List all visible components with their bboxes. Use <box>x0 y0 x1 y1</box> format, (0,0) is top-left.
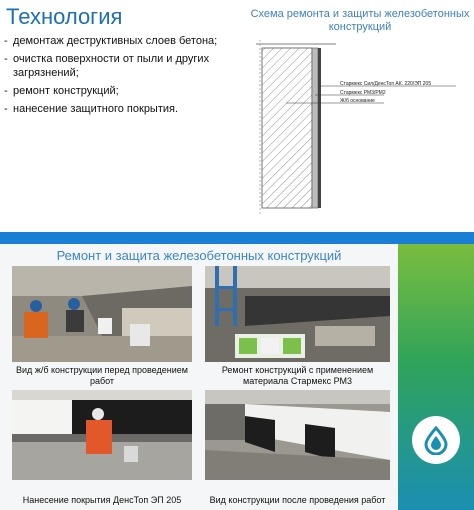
scheme-label: Стармекс РМ3/РМ2 <box>340 90 386 96</box>
brand-side-panel <box>398 244 474 510</box>
photo-caption: Вид конструкции после проведения работ <box>209 495 386 505</box>
top-slide-title: Технология <box>6 4 123 29</box>
repair-layer <box>312 48 318 208</box>
bottom-slide-title: Ремонт и защита железобетонных конструкций <box>56 248 342 263</box>
repair-scheme-diagram <box>256 40 468 226</box>
scheme-label: Ж/б основание <box>340 98 375 104</box>
photo-caption: Нанесение покрытия ДенсТоп ЭП 205 <box>22 495 182 505</box>
top-slide <box>0 0 474 232</box>
technology-item: - нанесение защитного покрытия. <box>4 102 234 116</box>
blue-divider-stripe <box>0 232 474 244</box>
technology-item: - ремонт конструкций; <box>4 84 234 98</box>
photo-after-work <box>205 390 390 480</box>
photo-before-work <box>12 266 192 362</box>
scheme-title: Схема ремонта и защиты железобетонных конструкций <box>250 8 470 33</box>
photo-caption: Вид ж/б конструкции перед проведением работ <box>16 365 188 386</box>
technology-item: - демонтаж деструктивных слоев бетона; <box>4 34 234 48</box>
water-drop-logo-icon <box>412 416 460 464</box>
photo-repair <box>205 266 390 362</box>
protective-coating-layer <box>318 48 321 208</box>
photo-coating-application <box>12 390 192 480</box>
photo-caption: Ремонт конструкций с применением материала Стармекс РМ3 <box>221 365 374 386</box>
technology-item: - очистка поверхности от пыли и других загрязнений; <box>4 52 234 80</box>
technology-list <box>4 34 234 120</box>
concrete-base <box>262 48 312 208</box>
scheme-label: Стармекс Сил/ДенсТоп АК. 220/ЭП 205 <box>340 81 432 87</box>
bottom-slide <box>0 244 474 510</box>
